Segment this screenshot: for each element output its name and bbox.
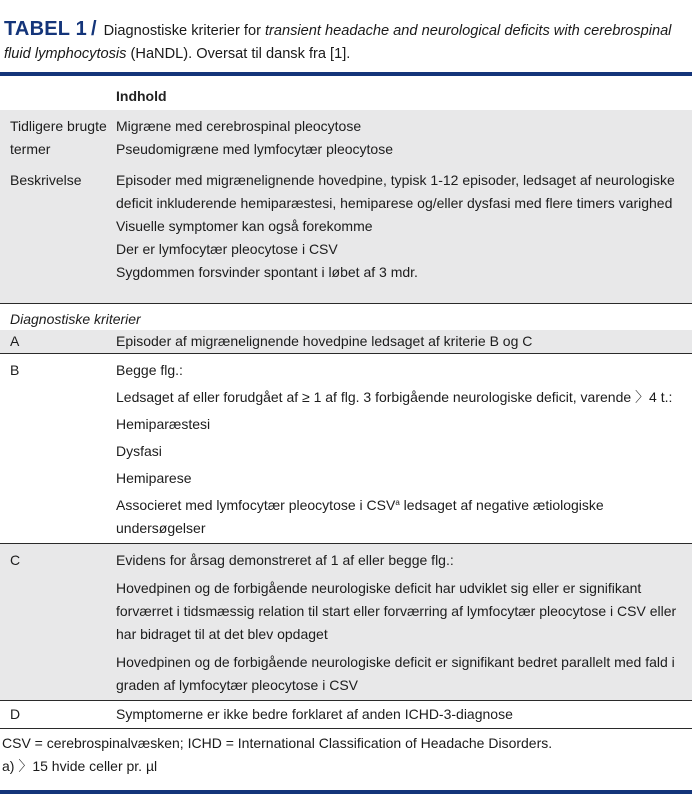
list-item: Hovedpinen og de forbigående neurologiske deficit er signifikant bedret parallelt med fald i graden af lymfocytær pleocytose i CSV <box>116 654 675 693</box>
criterion-c-intro: Evidens for årsag demonstreret af 1 af eller begge flg.: <box>116 552 454 568</box>
caption-text-1: Diagnostiske kriterier for <box>99 23 265 39</box>
footnote-marker: a <box>395 498 400 507</box>
row-tidligere-termer <box>0 110 692 161</box>
row-content-beskrivelse <box>116 161 692 284</box>
caption-text-2: (HaNDL). Oversat til dansk fra [1]. <box>126 46 351 62</box>
footnote-a: a) 〉15 hvide celler pr. µl <box>2 758 158 774</box>
bottom-rule <box>0 790 692 794</box>
list-item: Visuelle symptomer kan også forekomme <box>116 218 373 234</box>
row-label-d: D <box>10 706 21 722</box>
row-label-b: B <box>10 362 20 378</box>
criteria-heading: Diagnostiske kriterier <box>10 311 141 327</box>
list-item: Hemiparese <box>116 470 192 486</box>
table-label-slash: / <box>90 18 97 40</box>
row-criterion-d <box>0 701 692 729</box>
table-label: TABEL 1 <box>4 18 87 40</box>
table-caption <box>4 18 688 66</box>
list-item: Episoder med migrænelignende hovedpine, typisk 1-12 episoder, ledsaget af neurologiske deficit inkluderende hemiparæstesi, hemiparese og/eller dysfasi med flere timers varighed <box>116 172 675 211</box>
list-item: Hemiparæstesi <box>116 416 211 432</box>
criteria-heading-row <box>0 304 692 330</box>
list-item: Sygdommen forsvinder spontant i løbet af 3 mdr. <box>116 264 418 280</box>
footnote-abbreviations: CSV = cerebrospinalvæsken; ICHD = International Classification of Headache Disorders. <box>2 735 553 751</box>
criterion-b-intro: Begge flg.: <box>116 362 183 378</box>
row-label-c: C <box>10 552 21 568</box>
association-text-tail: ledsaget af negative ætiologiske undersøgelser <box>116 497 604 536</box>
table-header-row <box>0 76 692 110</box>
table-footnotes <box>2 732 552 778</box>
row-content-d: Symptomerne er ikke bedre forklaret af anden ICHD-3-diagnose <box>116 706 513 722</box>
row-beskrivelse <box>0 161 692 304</box>
association-text: Associeret med lymfocytær pleocytose i CSV <box>116 497 396 513</box>
row-content-b <box>116 354 692 540</box>
list-item: Migræne med cerebrospinal pleocytose <box>116 118 362 134</box>
row-label-a: A <box>10 333 20 349</box>
row-content-c <box>116 544 692 697</box>
row-content-a: Episoder af migrænelignende hovedpine ledsaget af kriterie B og C <box>116 333 533 349</box>
list-item: Pseudomigræne med lymfocytær pleocytose <box>116 141 394 157</box>
row-label-beskrivelse: Beskrivelse <box>10 172 82 188</box>
criterion-b-association <box>116 494 684 540</box>
list-item: Dysfasi <box>116 443 162 459</box>
criterion-b-sub: Ledsaget af eller forudgået af ≥ 1 af flg. 3 forbigående neurologiske deficit, varende 〉4 t.: <box>116 389 673 405</box>
caption-italic-text: transient headache and neurological deficits with cerebrospinal fluid lymphocytosis <box>4 23 672 62</box>
list-item: Hovedpinen og de forbigående neurologiske deficit har udviklet sig eller er signifikant forværret i tidsmæssig relation til start eller forværring af lymfocytær pleocytose i CSV eller har bidraget til at det blev opdaget <box>116 580 677 642</box>
list-item: Der er lymfocytær pleocytose i CSV <box>116 241 338 257</box>
criteria-table <box>0 76 692 729</box>
row-criterion-c <box>0 544 692 701</box>
row-label-tidligere: Tidligere brugte termer <box>10 118 107 157</box>
row-criterion-b <box>0 354 692 544</box>
header-indhold: Indhold <box>116 88 167 104</box>
row-content-tidligere <box>116 110 692 161</box>
row-criterion-a <box>0 330 692 354</box>
